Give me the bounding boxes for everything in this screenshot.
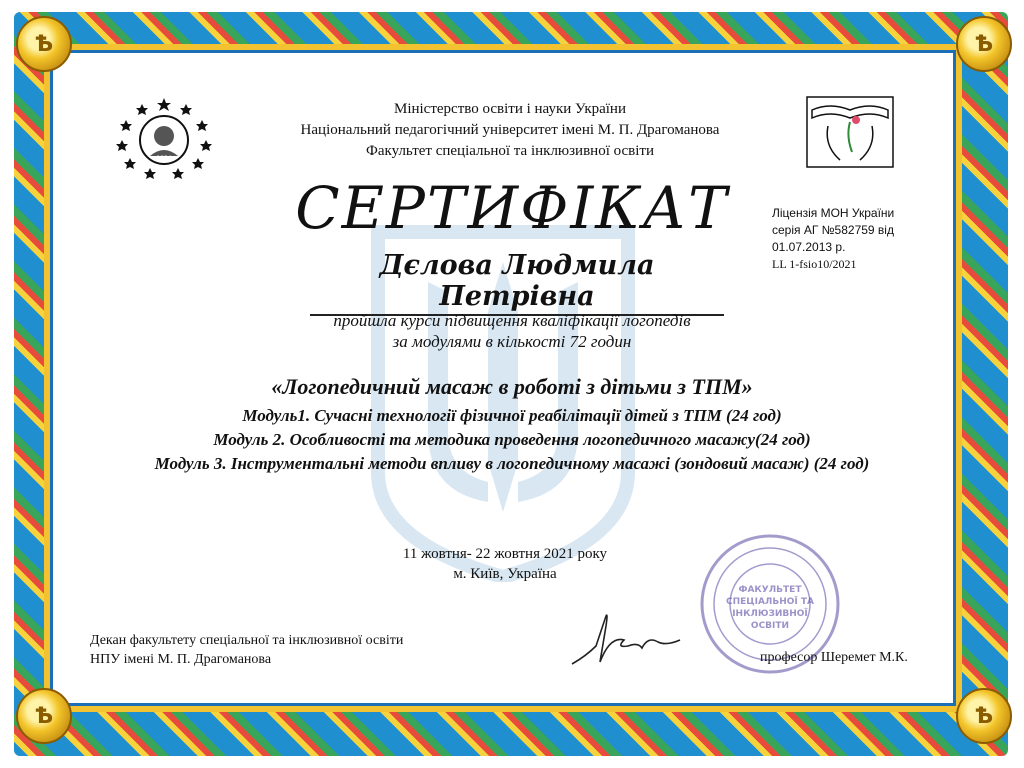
license-block [772, 205, 952, 273]
license-code: LL 1-fsio10/2021 [772, 257, 857, 271]
certificate-title: СЕРТИФІКАТ [295, 174, 729, 242]
ministry-line: Міністерство освіти і науки України [393, 101, 626, 117]
module-line: Модуль1. Сучасні технології фізичної реабілітації дітей з ТПМ (24 год) [242, 406, 782, 425]
corner-medallion-icon: Ѣ [16, 688, 72, 744]
stamp-text: ІНКЛЮЗИВНОЇ [732, 609, 808, 619]
university-line: Національний педагогічний університет імені М. П. Драгоманова [300, 122, 720, 138]
completion-text: пройшла курси підвищення кваліфікації логопедів [333, 311, 691, 330]
stamp-text: ФАКУЛЬТЕТ [738, 585, 802, 595]
stamp-text: ОСВІТИ [750, 621, 790, 631]
signatory-name: професор Шеремет М.К. [760, 650, 908, 665]
license-line: Ліцензія МОН України [772, 206, 895, 220]
hours-text: за модулями в кількості 72 годин [392, 332, 632, 351]
university-emblem-icon [112, 96, 216, 180]
emblem-year: 1834 [156, 155, 172, 162]
stamp-text: СПЕЦІАЛЬНОЇ ТА [725, 597, 815, 607]
dean-university: НПУ імені М. П. Драгоманова [90, 652, 272, 667]
license-line: 01.07.2013 р. [772, 240, 846, 254]
signature-icon [566, 606, 686, 676]
corner-medallion-icon: Ѣ [16, 16, 72, 72]
course-place: м. Київ, Україна [453, 566, 557, 582]
course-title: «Логопедичний масаж в роботі з дітьми з ТПМ» [271, 374, 753, 399]
dean-block [90, 631, 510, 669]
module-line: Модуль 2. Особливості та методика проведення логопедичного масажу(24 год) [213, 430, 811, 449]
corner-medallion-icon: Ѣ [956, 688, 1012, 744]
faculty-line: Факультет спеціальної та інклюзивної освіти [366, 143, 654, 159]
book-hands-logo-icon [806, 96, 894, 168]
dean-title: Декан факультету спеціальної та інклюзивної освіти [90, 633, 404, 648]
module-line: Модуль 3. Інструментальні методи впливу в логопедичному масажі (зондовий масаж) (24 год) [154, 454, 870, 473]
recipient-name: Дєлова Людмила Петрівна [310, 250, 724, 316]
corner-medallion-icon: Ѣ [956, 16, 1012, 72]
license-line: серія АГ №582759 від [772, 223, 894, 237]
course-dates: 11 жовтня- 22 жовтня 2021 року [402, 546, 608, 562]
